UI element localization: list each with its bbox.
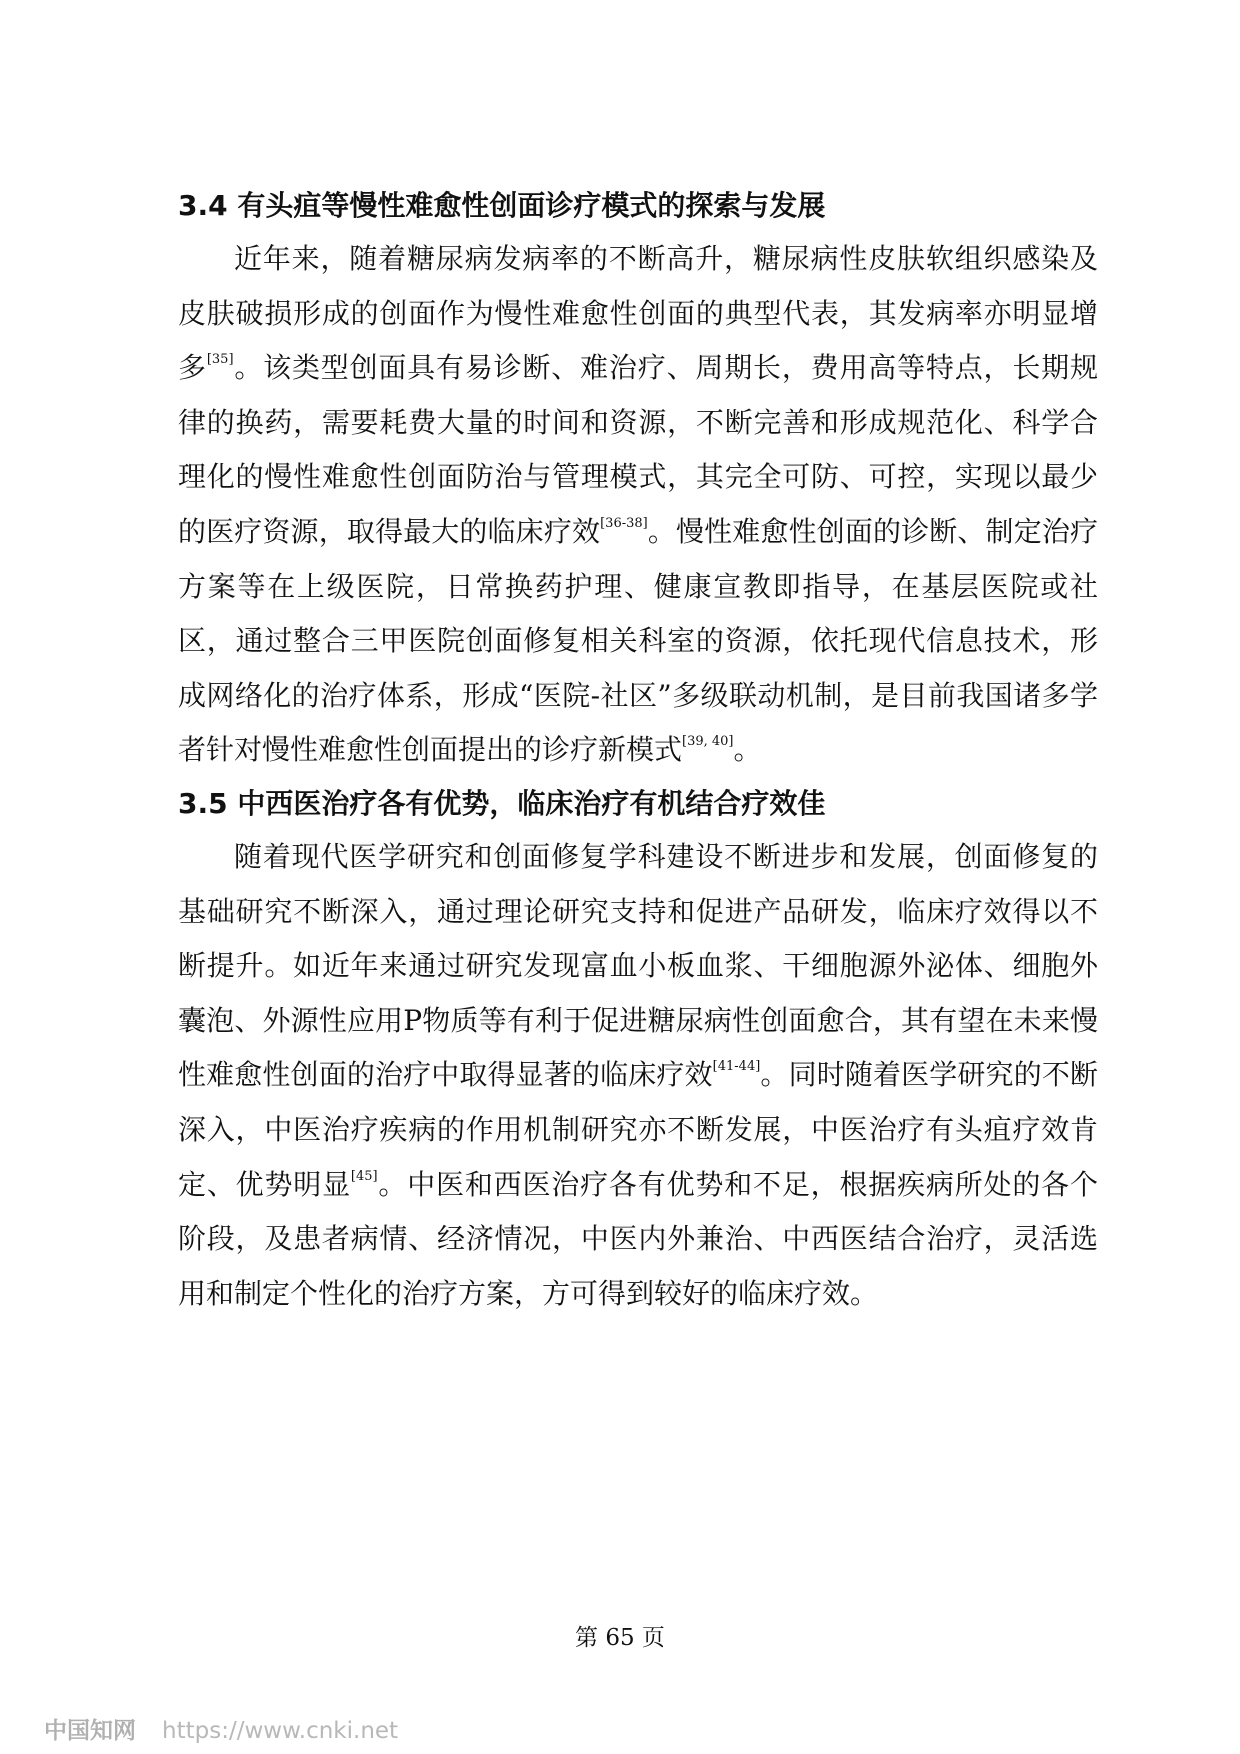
section-paragraph-3-4: [178, 232, 1098, 778]
text-run: 。该类型创面具有易诊断、难治疗、周期长，费用高等特点，长期规律的换药，需要耗费大量的时间和资源，不断完善和形成规范化、科学合理化的慢性难愈性创面防治与管理模式，其完全可防、可控，实现以最少的医疗资源，取得最大的临床疗效: [178, 351, 1098, 548]
text-run: 近年来，随着糖尿病发病率的不断高升，糖尿病性皮肤软组织感染及皮肤破损形成的创面作为慢性难愈性创面的典型代表，其发病率亦明显增多: [178, 242, 1098, 385]
text-run: 。慢性难愈性创面的诊断、制定治疗方案等在上级医院，日常换药护理、健康宣教即指导，在基层医院或社区，通过整合三甲医院创面修复相关科室的资源，依托现代信息技术，形成网络化的治疗体系，形成“医院-社区”多级联动机制，是目前我国诸多学者针对慢性难愈性创面提出的诊疗新模式: [178, 514, 1098, 767]
cnki-watermark: [44, 1717, 398, 1745]
page-number: 第 65 页: [575, 1625, 665, 1651]
section-heading-3-5: 3.5 中西医治疗各有优势，临床治疗有机结合疗效佳: [178, 786, 826, 820]
text-run: 。同时随着医学研究的不断深入，中医治疗疾病的作用机制研究亦不断发展，中医治疗有头疽疗效肯定、优势明显: [178, 1058, 1098, 1201]
section-paragraph-3-5: [178, 830, 1098, 1321]
text-run: 。: [733, 733, 762, 767]
citation-ref: [39, 40]: [682, 734, 734, 750]
page-content: [178, 186, 1098, 1327]
cnki-brand: 中国知网: [44, 1718, 136, 1744]
section-heading-3-4: 3.4 有头疽等慢性难愈性创面诊疗模式的探索与发展: [178, 189, 826, 222]
text-run: 随着现代医学研究和创面修复学科建设不断进步和发展，创面修复的基础研究不断深入，通过理论研究支持和促进产品研发，临床疗效得以不断提升。如近年来通过研究发现富血小板血浆、干细胞源外泌体、细胞外囊泡、外源性应用P物质等有利于促进糖尿病性创面愈合，其有望在未来慢性难愈性创面的治疗中取得显著的临床疗效: [178, 839, 1098, 1092]
text-run: 。中医和西医治疗各有优势和不足，根据疾病所处的各个阶段，及患者病情、经济情况，中医内外兼治、中西医结合治疗，灵活选用和制定个性化的治疗方案，方可得到较好的临床疗效。: [178, 1167, 1098, 1310]
cnki-url: https://www.cnki.net: [162, 1718, 399, 1744]
citation-ref: [41-44]: [712, 1059, 761, 1075]
citation-ref: [45]: [350, 1168, 378, 1184]
citation-ref: [36-38]: [600, 515, 648, 531]
citation-ref: [35]: [206, 352, 234, 368]
